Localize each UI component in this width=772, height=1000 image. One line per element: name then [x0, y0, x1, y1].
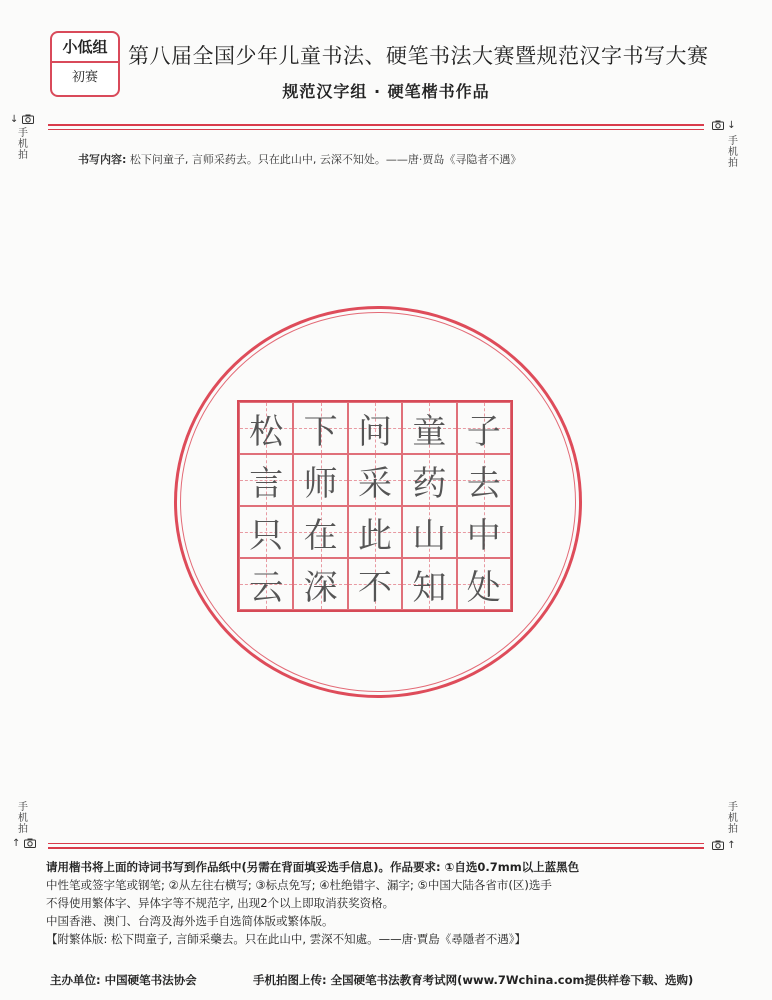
grid-cell: 此: [348, 506, 402, 558]
grid-cell: 采: [348, 454, 402, 506]
footer-organizer: 主办单位: 中国硬笔书法协会: [50, 973, 197, 987]
bottom-divider-thin: [48, 843, 704, 844]
grid-cell: 处: [457, 558, 511, 610]
top-left-marker: [10, 114, 34, 125]
content-label: 书写内容:: [78, 153, 127, 166]
grid-cell: 在: [293, 506, 347, 558]
grid-cell: 师: [293, 454, 347, 506]
grid-cell: 松: [239, 402, 293, 454]
bottom-left-camera-text: 手 机 拍: [18, 802, 28, 835]
grid-cell: 子: [457, 402, 511, 454]
camera-icon: [22, 114, 34, 124]
requirements-line: 中国香港、澳门、台湾及海外选手自选简体版或繁体版。: [46, 914, 334, 928]
top-divider-thin: [48, 129, 704, 130]
footer-upload: 手机拍图上传: 全国硬笔书法教育考试网(www.7Wchina.com提供样卷下载、选购): [253, 973, 694, 987]
writing-grid: [237, 400, 513, 612]
bottom-divider: [48, 847, 704, 849]
page-title: 第八届全国少年儿童书法、硬笔书法大赛暨规范汉字书写大赛: [128, 44, 709, 68]
bottom-right-marker: [712, 840, 736, 851]
badge-group-label: 小低组: [52, 33, 118, 63]
grid-cell: 问: [348, 402, 402, 454]
requirements-line: 【附繁体版: 松下問童子, 言師采藥去。只在此山中, 雲深不知處。——唐·賈島《尋隱者不遇》】: [46, 932, 527, 946]
bottom-right-camera-text: 手 机 拍: [728, 802, 738, 835]
arrow-up-icon: ↑: [12, 838, 21, 849]
requirements-line: 中性笔或签字笔或钢笔; ②从左往右横写; ③标点免写; ④杜绝错字、漏字; ⑤中国大陆各省市(区)选手: [46, 878, 552, 892]
grid-cell: 深: [293, 558, 347, 610]
grid-cell: 知: [402, 558, 456, 610]
writing-content: [78, 151, 521, 167]
arrow-down-icon: ↓: [727, 120, 736, 131]
grid-cell: 去: [457, 454, 511, 506]
grid-cell: 言: [239, 454, 293, 506]
grid-cell: 童: [402, 402, 456, 454]
top-divider: [48, 124, 704, 126]
grid-cell: 山: [402, 506, 456, 558]
arrow-down-icon: ↓: [10, 114, 19, 125]
grid-cell: 中: [457, 506, 511, 558]
top-right-marker: [712, 120, 736, 131]
badge-stage-label: 初赛: [71, 70, 98, 85]
camera-icon: [712, 840, 724, 850]
top-left-camera-text: 手 机 拍: [18, 128, 28, 161]
bottom-left-marker: [12, 838, 36, 849]
grid-cell: 只: [239, 506, 293, 558]
page-subtitle: 规范汉字组 · 硬笔楷书作品: [282, 82, 490, 101]
grid-cell: 云: [239, 558, 293, 610]
grid-cell: 药: [402, 454, 456, 506]
camera-icon: [712, 120, 724, 130]
top-right-camera-text: 手 机 拍: [728, 136, 738, 169]
grid-cell: 不: [348, 558, 402, 610]
content-text: 松下问童子, 言师采药去。只在此山中, 云深不知处。——唐·贾岛《寻隐者不遇》: [129, 153, 522, 166]
requirements-line: 请用楷书将上面的诗词书写到作品纸中(另需在背面填妥选手信息)。作品要求: ①自选0.7mm以上蓝黑色: [46, 860, 580, 874]
camera-icon: [24, 838, 36, 848]
requirements-line: 不得使用繁体字、异体字等不规范字, 出现2个以上即取消获奖资格。: [46, 896, 395, 910]
arrow-up-icon: ↑: [727, 840, 736, 851]
grid-cell: 下: [293, 402, 347, 454]
requirements-text: [46, 858, 736, 948]
